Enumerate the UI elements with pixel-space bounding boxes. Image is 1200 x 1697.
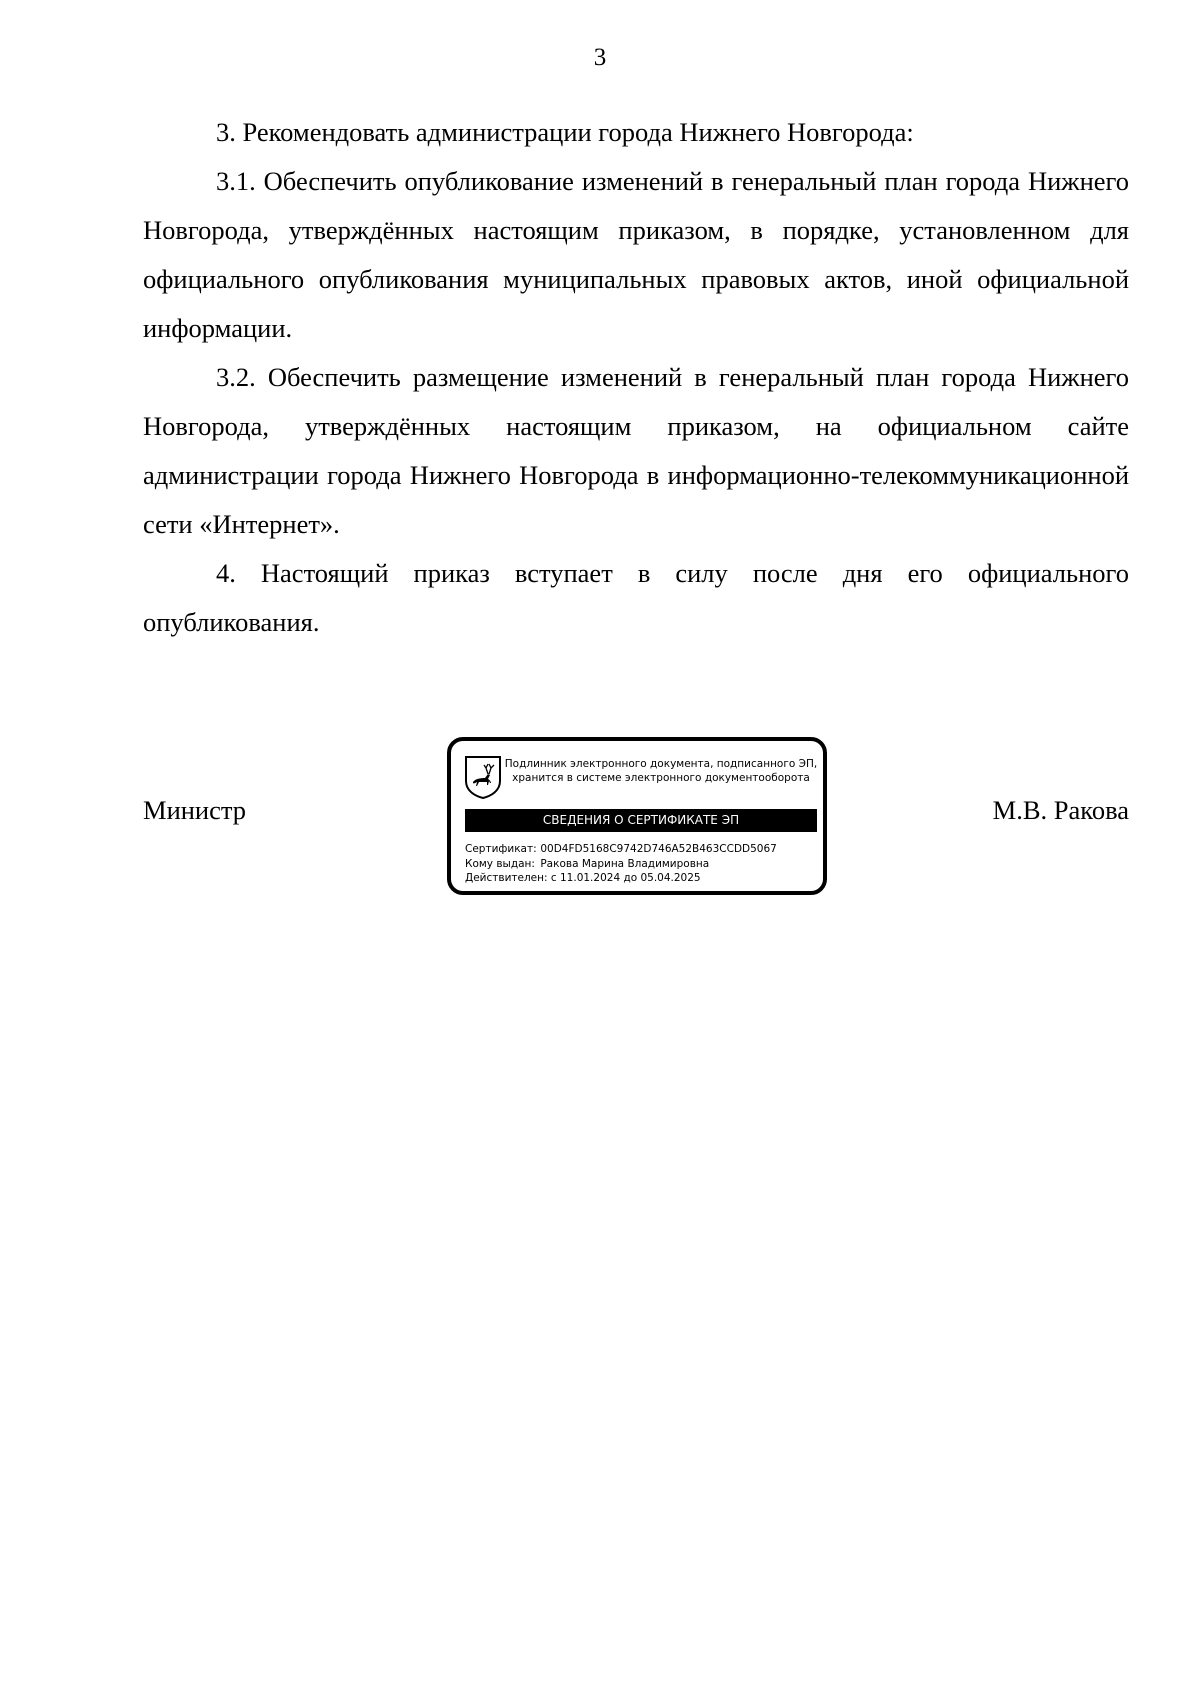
paragraph-3-1: 3.1. Обеспечить опубликование изменений в генеральный план города Нижнего Новгорода, утверждённых настоящим приказом, в порядке, установленном для официального опубликования муниципальных правовых актов, иной официальной информации. — [143, 166, 1129, 343]
paragraph-3-2: 3.2. Обеспечить размещение изменений в генеральный план города Нижнего Новгорода, утверждённых настоящим приказом, на официальном сайте администрации города Нижнего Новгорода в информационно-телекоммуникационной сети «Интернет». — [143, 362, 1129, 539]
stamp-details — [465, 842, 777, 886]
certificate-label: Сертификат: — [465, 843, 537, 855]
signatory-title: Министр — [143, 795, 247, 825]
valid-label: Действителен: — [465, 872, 548, 884]
paragraph-4: 4. Настоящий приказ вступает в силу после дня его официального опубликования. — [143, 558, 1129, 637]
electronic-signature-stamp — [447, 737, 827, 895]
stamp-certificate-bar: СВЕДЕНИЯ О СЕРТИФИКАТЕ ЭП — [465, 809, 817, 832]
document-body — [143, 108, 1129, 647]
signatory-name: М.В. Ракова — [992, 795, 1129, 825]
page-number: 3 — [593, 44, 607, 71]
issued-to-value: Ракова Марина Владимировна — [540, 857, 710, 870]
stamp-header — [503, 757, 819, 785]
valid-row — [465, 871, 777, 886]
valid-value: с 11.01.2024 до 05.04.2025 — [550, 872, 701, 884]
issued-to-row — [465, 857, 777, 872]
paragraph-3: 3. Рекомендовать администрации города Нижнего Новгорода: — [216, 117, 914, 147]
stamp-header-line-1: Подлинник электронного документа, подписанного ЭП, — [504, 758, 818, 770]
stamp-header-line-2: хранится в системе электронного документооборота — [512, 772, 810, 784]
issued-to-label: Кому выдан: — [465, 857, 535, 870]
certificate-row — [465, 842, 777, 857]
deer-coat-of-arms-icon — [464, 755, 502, 799]
certificate-value: 00D4FD5168C9742D746A52B463CCDD5067 — [540, 843, 777, 855]
